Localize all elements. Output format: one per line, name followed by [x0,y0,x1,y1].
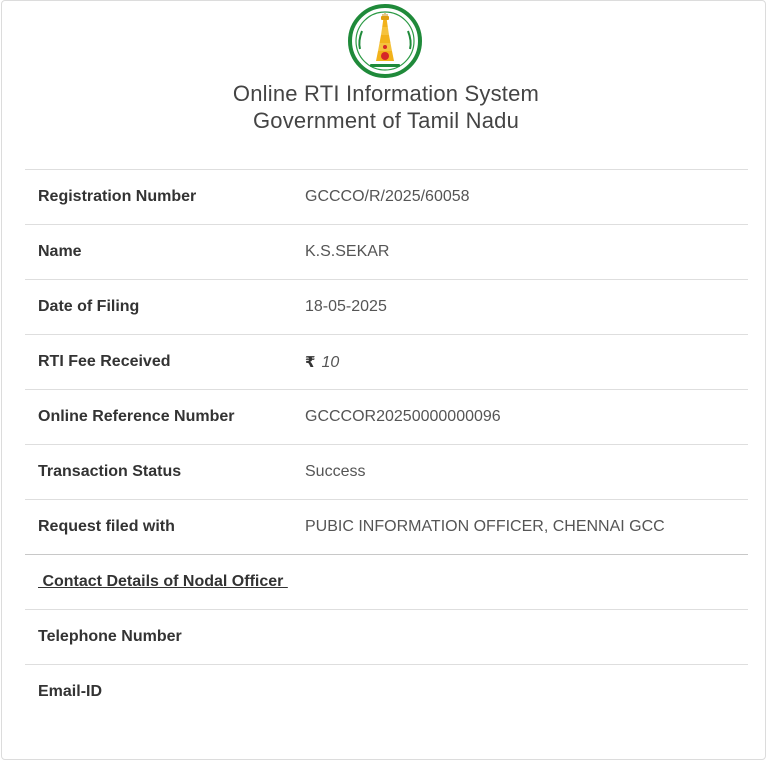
page-title-line1: Online RTI Information System [232,81,540,106]
rti-details-card [1,0,766,760]
row-value-rti-fee [305,335,748,390]
table-row [25,335,748,390]
row-value-name: K.S.SEKAR [305,225,748,280]
row-value-request-filed-with: PUBIC INFORMATION OFFICER, CHENNAI GCC [305,500,748,555]
table-row [25,500,748,555]
row-label-transaction-status: Transaction Status [25,445,305,500]
nodal-officer-section [25,555,748,610]
row-value-transaction-status: Success [305,445,748,500]
row-label-rti-fee: RTI Fee Received [25,335,305,390]
row-label-request-filed-with: Request filed with [25,500,305,555]
row-value-registration-number: GCCCO/R/2025/60058 [305,170,748,225]
row-value-email-id [305,665,748,720]
table-row [25,665,748,720]
row-label-telephone-number: Telephone Number [25,610,305,665]
row-label-date-of-filing: Date of Filing [25,280,305,335]
rupee-icon: ₹ [305,353,316,371]
table-row [25,280,748,335]
details-table [25,169,748,719]
row-label-email-id: Email-ID [25,665,305,720]
table-row [25,610,748,665]
tamil-nadu-emblem-icon [346,3,424,79]
table-row [25,225,748,280]
table-row [25,555,748,610]
row-value-date-of-filing: 18-05-2025 [305,280,748,335]
row-label-name: Name [25,225,305,280]
table-row [25,170,748,225]
fee-amount: 10 [321,353,340,371]
page-title-line2: Government of Tamil Nadu [252,108,520,133]
row-label-registration-number: Registration Number [25,170,305,225]
nodal-officer-heading: Contact Details of Nodal Officer [38,573,288,590]
row-value-telephone-number [305,610,748,665]
table-row [25,390,748,445]
row-value-online-reference-number: GCCCOR20250000000096 [305,390,748,445]
row-label-online-reference-number: Online Reference Number [25,390,305,445]
table-row [25,445,748,500]
